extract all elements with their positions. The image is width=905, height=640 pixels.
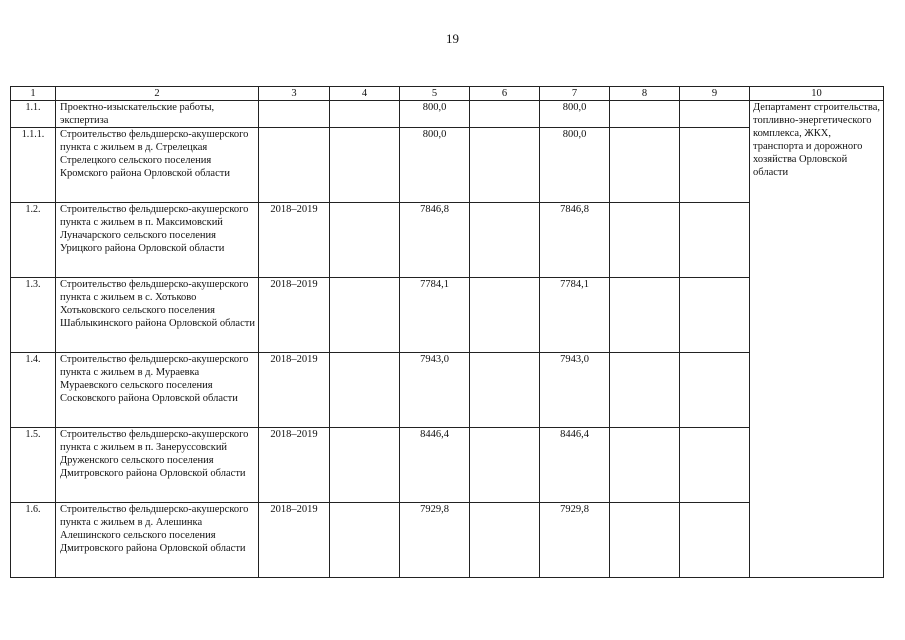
row-col8 [610, 203, 680, 278]
row-col6 [470, 101, 540, 128]
row-period: 2018–2019 [259, 353, 330, 428]
header-cell: 4 [330, 87, 400, 101]
header-cell: 6 [470, 87, 540, 101]
row-period [259, 128, 330, 203]
row-col5: 8446,4 [400, 428, 470, 503]
row-col7: 7846,8 [540, 203, 610, 278]
row-period: 2018–2019 [259, 428, 330, 503]
row-col9 [680, 278, 750, 353]
row-col6 [470, 353, 540, 428]
row-col6 [470, 278, 540, 353]
program-table [10, 86, 884, 578]
row-name: Строительство фельдшерско-акушерского пункта с жильем в п. Максимовский Луначарского сельского поселения Урицкого района Орловской области [56, 203, 259, 278]
row-col4 [330, 278, 400, 353]
row-number: 1.4. [11, 353, 56, 428]
row-col4 [330, 203, 400, 278]
header-cell: 5 [400, 87, 470, 101]
header-cell: 7 [540, 87, 610, 101]
row-col5: 800,0 [400, 101, 470, 128]
row-col9 [680, 428, 750, 503]
row-period: 2018–2019 [259, 503, 330, 578]
row-col4 [330, 101, 400, 128]
row-col4 [330, 128, 400, 203]
row-col7: 800,0 [540, 128, 610, 203]
row-col7: 7784,1 [540, 278, 610, 353]
row-col4 [330, 428, 400, 503]
row-name: Строительство фельдшерско-акушерского пункта с жильем в д. Стрелецкая Стрелецкого сельского поселения Кромского района Орловской области [56, 128, 259, 203]
row-col6 [470, 503, 540, 578]
row-col6 [470, 203, 540, 278]
header-cell: 3 [259, 87, 330, 101]
row-col8 [610, 353, 680, 428]
row-name: Проектно-изыскательские работы, экспертиза [56, 101, 259, 128]
row-col4 [330, 353, 400, 428]
row-col6 [470, 428, 540, 503]
row-col5: 7943,0 [400, 353, 470, 428]
row-col7: 7943,0 [540, 353, 610, 428]
row-col9 [680, 503, 750, 578]
executor-cell: Департамент строительства, топливно-энергетического комплекса, ЖКХ, транспорта и дорожного хозяйства Орловской области [750, 101, 884, 578]
row-number: 1.6. [11, 503, 56, 578]
row-col8 [610, 128, 680, 203]
row-col8 [610, 101, 680, 128]
header-row [11, 87, 884, 101]
row-name: Строительство фельдшерско-акушерского пункта с жильем в с. Хотьково Хотьковского сельского поселения Шаблыкинского района Орловской области [56, 278, 259, 353]
header-cell: 8 [610, 87, 680, 101]
row-col9 [680, 101, 750, 128]
row-col5: 7784,1 [400, 278, 470, 353]
row-number: 1.2. [11, 203, 56, 278]
row-period [259, 101, 330, 128]
row-col4 [330, 503, 400, 578]
row-col8 [610, 278, 680, 353]
row-name: Строительство фельдшерско-акушерского пункта с жильем в д. Мураевка Мураевского сельского поселения Сосковского района Орловской области [56, 353, 259, 428]
row-col5: 7846,8 [400, 203, 470, 278]
row-col8 [610, 503, 680, 578]
row-col7: 800,0 [540, 101, 610, 128]
row-col8 [610, 428, 680, 503]
header-cell: 2 [56, 87, 259, 101]
row-col9 [680, 353, 750, 428]
row-col9 [680, 203, 750, 278]
row-number: 1.1. [11, 101, 56, 128]
row-name: Строительство фельдшерско-акушерского пункта с жильем в п. Занерусcовский Друженского сельского поселения Дмитровского района Орловской области [56, 428, 259, 503]
row-period: 2018–2019 [259, 278, 330, 353]
header-cell: 9 [680, 87, 750, 101]
row-col5: 7929,8 [400, 503, 470, 578]
row-number: 1.3. [11, 278, 56, 353]
row-period: 2018–2019 [259, 203, 330, 278]
row-col7: 7929,8 [540, 503, 610, 578]
page-number: 19 [446, 31, 459, 46]
row-name: Строительство фельдшерско-акушерского пункта с жильем в д. Алешинка Алешинского сельского поселения Дмитровского района Орловской области [56, 503, 259, 578]
row-number: 1.1.1. [11, 128, 56, 203]
row-col5: 800,0 [400, 128, 470, 203]
row-col9 [680, 128, 750, 203]
header-cell: 10 [750, 87, 884, 101]
header-cell: 1 [11, 87, 56, 101]
row-number: 1.5. [11, 428, 56, 503]
row-col7: 8446,4 [540, 428, 610, 503]
table-row [11, 101, 884, 128]
row-col6 [470, 128, 540, 203]
